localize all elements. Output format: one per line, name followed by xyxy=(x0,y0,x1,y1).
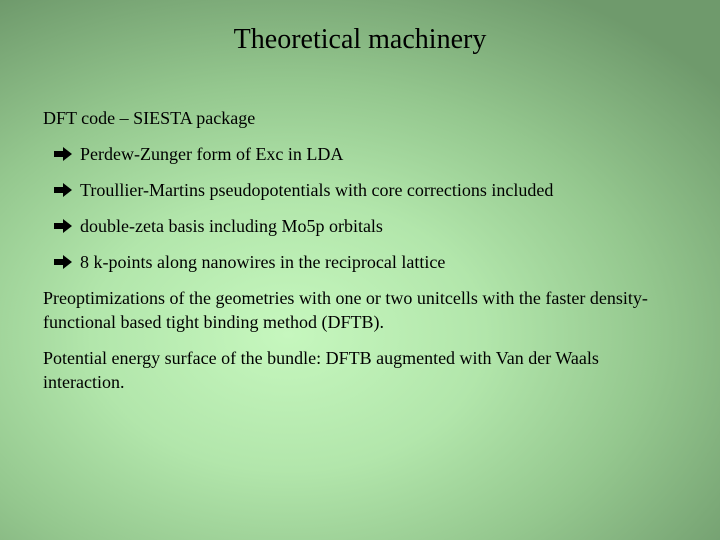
slide-content xyxy=(43,106,683,406)
bullet-text: Perdew-Zunger form of Exc in LDA xyxy=(80,144,344,164)
slide-title: Theoretical machinery xyxy=(233,24,487,55)
bullet-item xyxy=(53,250,683,274)
bullet-item xyxy=(53,214,683,238)
bullet-text: double-zeta basis including Mo5p orbitals xyxy=(80,216,383,236)
arrow-right-icon xyxy=(53,254,73,270)
arrow-right-icon xyxy=(53,146,73,162)
bullet-text: Troullier-Martins pseudopotentials with core corrections included xyxy=(80,180,554,200)
arrow-right-icon xyxy=(53,182,73,198)
paragraph-potential-energy: Potential energy surface of the bundle: DFTB augmented with Van der Waals interaction. xyxy=(43,348,599,392)
intro-line: DFT code – SIESTA package xyxy=(43,108,256,128)
arrow-right-icon xyxy=(53,218,73,234)
bullet-item xyxy=(53,142,683,166)
bullet-text: 8 k-points along nanowires in the reciprocal lattice xyxy=(80,252,446,272)
bullet-item xyxy=(53,178,683,202)
paragraph-preoptimization: Preoptimizations of the geometries with one or two unitcells with the faster density-functional based tight binding method (DFTB). xyxy=(43,288,648,332)
